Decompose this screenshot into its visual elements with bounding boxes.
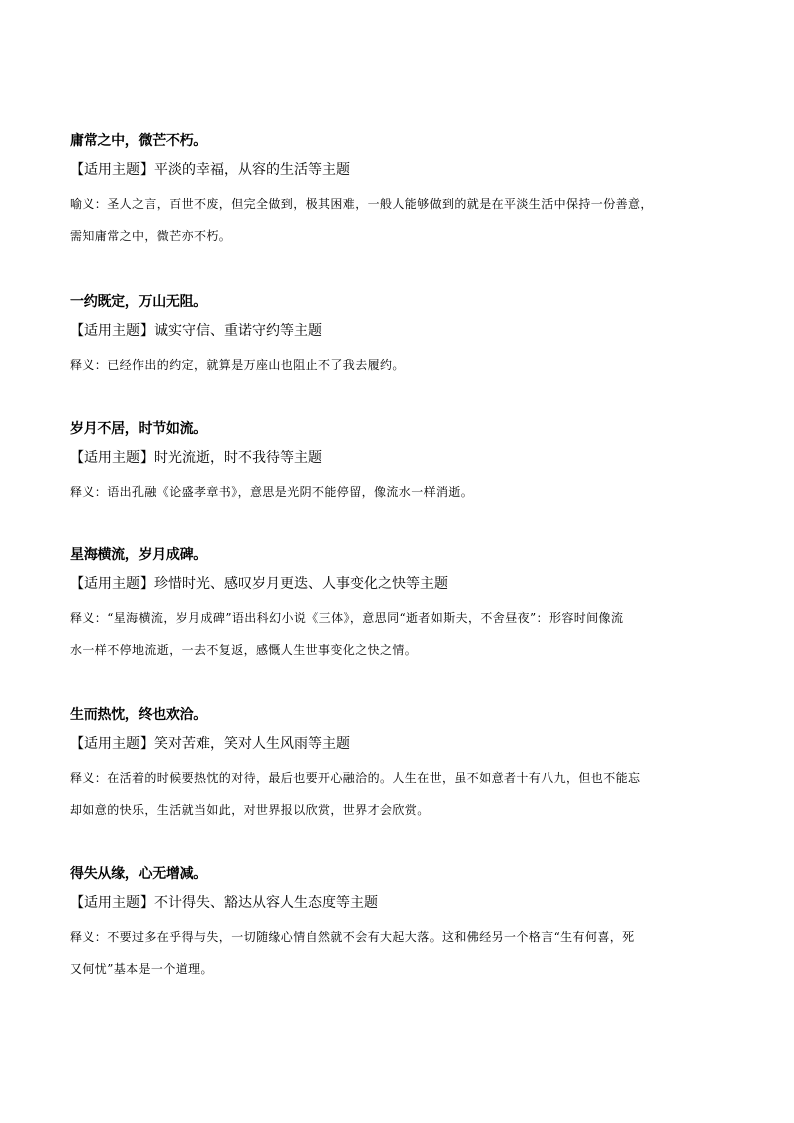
entry-meaning (70, 602, 730, 666)
meaning-line: 释义：“星海横流，岁月成碑”语出科幻小说《三体》，意思同“逝者如斯夫，不舍昼夜”：形容时间像流 (70, 611, 624, 625)
meaning-line: 释义：不要过多在乎得与失，一切随缘心情自然就不会有大起大落。这和佛经另一个格言“生有何喜，死 (70, 930, 635, 944)
entry-2 (70, 293, 730, 381)
entry-theme: 【适用主题】诚实守信、重诺守约等主题 (70, 323, 322, 339)
entry-theme: 【适用主题】时光流逝，时不我待等主题 (70, 450, 322, 466)
entry-meaning (70, 762, 730, 826)
entry-meaning (70, 476, 730, 508)
entry-1 (70, 132, 730, 252)
meaning-line: 释义：语出孔融《论盛孝章书》，意思是光阴不能停留，像流水一样消逝。 (70, 485, 474, 499)
entry-heading: 星海横流，岁月成碑。 (70, 547, 207, 563)
entry-theme: 【适用主题】笑对苦难，笑对人生风雨等主题 (70, 736, 350, 752)
entry-heading: 庸常之中，微芒不朽。 (70, 133, 207, 149)
entry-heading: 岁月不居，时节如流。 (70, 421, 207, 437)
entry-5 (70, 706, 730, 826)
entry-6 (70, 865, 730, 985)
entry-theme: 【适用主题】不计得失、豁达从容人生态度等主题 (70, 895, 378, 911)
meaning-line: 喻义：圣人之言，百世不废，但完全做到，极其困难，一般人能够做到的就是在平淡生活中保持一份善意， (70, 197, 653, 211)
meaning-line: 又何忧”基本是一个道理。 (70, 962, 213, 976)
entry-meaning (70, 349, 730, 381)
entry-heading: 得失从缘，心无增减。 (70, 866, 207, 882)
meaning-line: 却如意的快乐，生活就当如此，对世界报以欣赏，世界才会欣赏。 (70, 803, 430, 817)
entry-meaning (70, 188, 730, 252)
meaning-line: 需知庸常之中，微芒亦不朽。 (70, 229, 232, 243)
entry-theme: 【适用主题】平淡的幸福，从容的生活等主题 (70, 162, 350, 178)
entry-3 (70, 420, 730, 508)
meaning-line: 水一样不停地流逝，一去不复返，感慨人生世事变化之快之情。 (70, 643, 418, 657)
entry-meaning (70, 921, 730, 985)
meaning-line: 释义：已经作出的约定，就算是万座山也阻止不了我去履约。 (70, 358, 405, 372)
meaning-line: 释义：在活着的时候要热忱的对待，最后也要开心融洽的。人生在世，虽不如意者十有八九，但也不能忘 (70, 771, 641, 785)
entry-theme: 【适用主题】珍惜时光、感叹岁月更迭、人事变化之快等主题 (70, 576, 448, 592)
entry-heading: 生而热忱，终也欢洽。 (70, 707, 207, 723)
entry-4 (70, 546, 730, 666)
entry-heading: 一约既定，万山无阻。 (70, 294, 207, 310)
